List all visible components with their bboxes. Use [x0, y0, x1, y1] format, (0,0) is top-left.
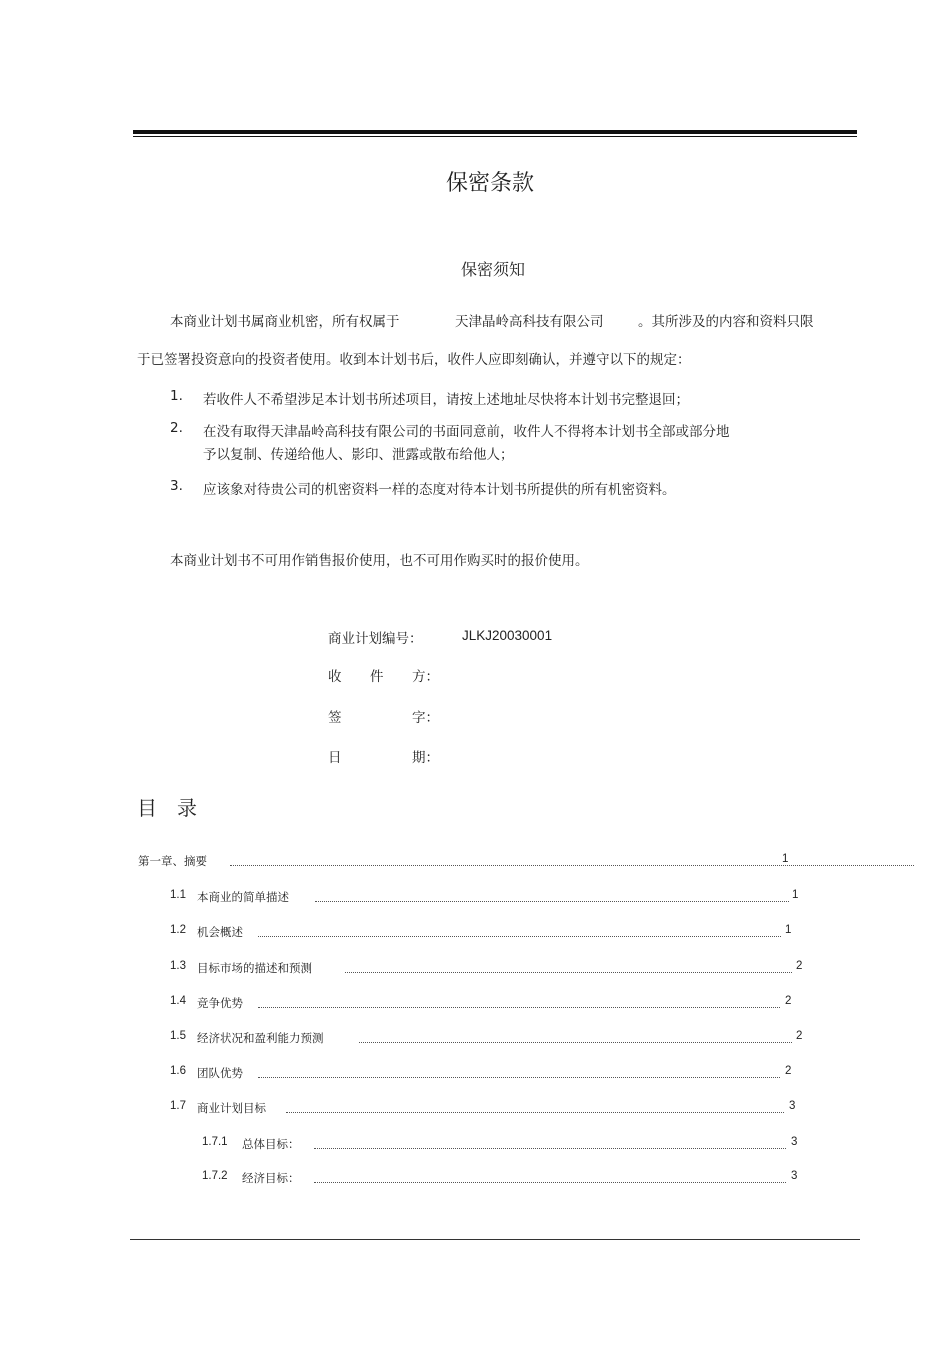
- toc-entry-label: 经济目标：: [242, 1171, 300, 1185]
- toc-entry[interactable]: [138, 853, 798, 871]
- intro-text-part2: 。其所涉及的内容和资料只限: [638, 314, 814, 330]
- toc-entry-number: 1.7.2: [202, 1170, 228, 1182]
- toc-entry-number: 1.3: [170, 960, 186, 972]
- toc-entry[interactable]: [202, 1136, 812, 1154]
- toc-entry-page: 3: [791, 1170, 798, 1182]
- toc-entry-page: 2: [785, 1065, 792, 1077]
- toc-entry-label: 竞争优势: [197, 996, 243, 1010]
- intro-text-part1: 本商业计划书属商业机密，所有权属于: [170, 314, 400, 330]
- signature-label-char-1: 签: [328, 710, 342, 726]
- toc-leader-dots: [258, 930, 781, 937]
- toc-leader-dots: [314, 1176, 786, 1183]
- date-label-char-2: 期：: [412, 750, 439, 766]
- toc-entry-label: 目标市场的描述和预测: [197, 961, 312, 975]
- toc-leader-dots: [315, 895, 789, 902]
- toc-entry[interactable]: [170, 1065, 810, 1083]
- toc-entry-page: 1: [792, 889, 799, 901]
- toc-entry-label: 经济状况和盈利能力预测: [197, 1031, 324, 1045]
- toc-entry-page: 3: [791, 1136, 798, 1148]
- toc-entry-number: 1.4: [170, 995, 186, 1007]
- date-label-char-1: 日: [328, 750, 342, 766]
- toc-entry-label: 总体目标：: [242, 1137, 300, 1151]
- toc-entry-label: 本商业的简单描述: [197, 890, 289, 904]
- top-rule-thin: [133, 136, 857, 137]
- toc-leader-dots: [359, 1036, 792, 1043]
- toc-leader-dots: [314, 1142, 786, 1149]
- toc-entry[interactable]: [170, 995, 810, 1013]
- rule-1-text: 若收件人不希望涉足本计划书所述项目，请按上述地址尽快将本计划书完整退回；: [203, 392, 689, 408]
- toc-entry[interactable]: [170, 1030, 810, 1048]
- toc-entry[interactable]: [170, 1100, 810, 1118]
- toc-leader-dots: [345, 966, 792, 973]
- toc-entry-page: 1: [785, 924, 792, 936]
- recipient-label-char-2: 件: [370, 669, 384, 685]
- toc-entry-number: 1.6: [170, 1065, 186, 1077]
- top-rule-thick: [133, 130, 857, 134]
- toc-entry[interactable]: [170, 889, 810, 907]
- toc-entry-number: 1.7.1: [202, 1136, 228, 1148]
- plan-number-label: 商业计划编号：: [328, 631, 423, 647]
- toc-entry[interactable]: [170, 960, 810, 978]
- section-subtitle: 保密须知: [460, 260, 525, 279]
- toc-entry-number: 1.5: [170, 1030, 186, 1042]
- usage-notice: 本商业计划书不可用作销售报价使用，也不可用作购买时的报价使用。: [170, 553, 589, 569]
- page-title: 保密条款: [445, 171, 534, 196]
- rule-3-text: 应该象对待贵公司的机密资料一样的态度对待本计划书所提供的所有机密资料。: [203, 482, 676, 498]
- plan-number-value: JLKJ20030001: [462, 628, 553, 643]
- toc-leader-dots: [286, 1106, 784, 1113]
- toc-entry-number: 1.2: [170, 924, 186, 936]
- recipient-label-char-1: 收: [328, 669, 342, 685]
- toc-entry-page: 1: [782, 853, 789, 865]
- intro-company-name: 天津晶岭高科技有限公司: [455, 314, 604, 330]
- signature-label-char-2: 字：: [412, 710, 439, 726]
- toc-entry-number: 1.1: [170, 889, 186, 901]
- toc-entry-label: 团队优势: [197, 1066, 243, 1080]
- toc-leader-dots: [230, 859, 914, 866]
- toc-entry-page: 2: [796, 960, 803, 972]
- toc-entry-number: 1.7: [170, 1100, 186, 1112]
- recipient-label-char-3: 方：: [412, 669, 439, 685]
- toc-entry-page: 2: [796, 1030, 803, 1042]
- toc-entry-label: 第一章、摘要: [138, 854, 207, 868]
- rule-1-number: 1.: [170, 388, 183, 404]
- toc-heading: 目录: [137, 796, 217, 820]
- toc-entry[interactable]: [170, 924, 810, 942]
- intro-text-line2: 于已签署投资意向的投资者使用。收到本计划书后，收件人应即刻确认，并遵守以下的规定：: [137, 352, 691, 368]
- rule-2-text-line1: 在没有取得天津晶岭高科技有限公司的书面同意前，收件人不得将本计划书全部或部分地: [203, 424, 730, 440]
- rule-2-text-line2: 予以复制、传递给他人、影印、泄露或散布给他人；: [203, 447, 514, 463]
- toc-entry-page: 2: [785, 995, 792, 1007]
- toc-entry-page: 3: [789, 1100, 796, 1112]
- toc-entry[interactable]: [202, 1170, 812, 1188]
- toc-leader-dots: [258, 1001, 780, 1008]
- rule-2-number: 2.: [170, 420, 183, 436]
- toc-leader-dots: [258, 1071, 780, 1078]
- toc-entry-label: 机会概述: [197, 925, 243, 939]
- toc-entry-label: 商业计划目标: [197, 1101, 266, 1115]
- rule-3-number: 3.: [170, 478, 183, 494]
- bottom-rule: [130, 1239, 860, 1240]
